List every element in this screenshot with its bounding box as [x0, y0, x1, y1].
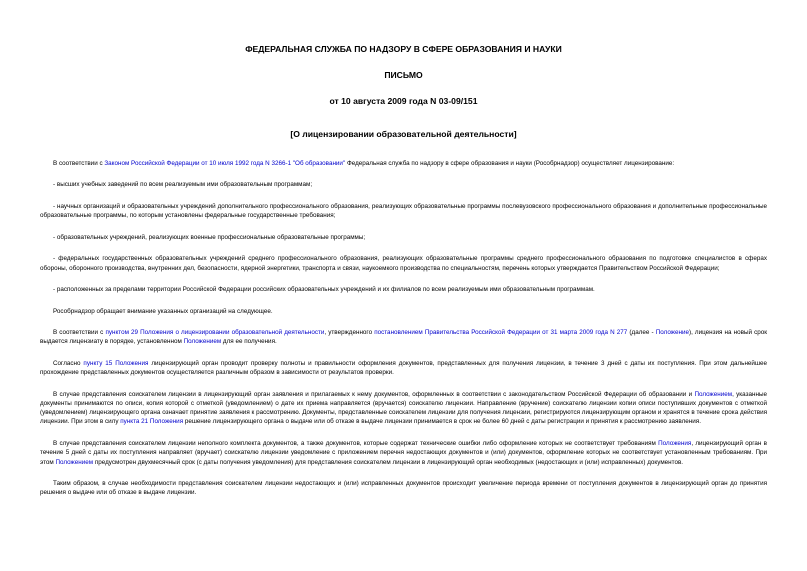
text-segment: В соответствии с	[53, 328, 106, 336]
paragraph-conclusion: Таким образом, в случае необходимости представления соискателем лицензии недостающих и (или) исправленных документов происходит увеличение периода времени от поступления документов в лицензирующий орган до принятия решения о выдаче или об отказе в выдаче лицензии.	[40, 480, 767, 497]
text-segment: ), лицензия на новый срок выдается лицензиату в порядке, установленном	[40, 328, 768, 346]
text-segment: , указанные документы принимаются по описи, копия которой с отметкой (уведомлением) о дате их приема направляется (вручается) соискателю лицензии. Направление (вручение) соискателю лицензии копии описи поступивших документов с отметкой (уведомлением) лицензирующего органа означает принятие заявления к рассмотрению. Документы, представленные соискателем лицензии для получения лицензии, регистрируются лицензирующим органом и хранятся в течение срока действия лицензии. При этом в силу	[40, 390, 767, 426]
regulation-link[interactable]: Положением	[183, 338, 222, 346]
text-segment: , утвержденного	[324, 328, 375, 336]
text-segment: Согласно	[53, 359, 84, 367]
document-subject: [О лицензировании образовательной деятельности]	[290, 129, 517, 139]
text-segment: лицензирующий орган проводит проверку полноты и правильности оформления документов, представленных для получения лицензии, в течение 3 дней с даты их поступления. При этом дальнейшее прохождение представленных документов осуществляется различным образом в зависимости от результатов проверки.	[40, 359, 768, 377]
list-item-abroad: - расположенных за пределами территории Российской Федерации российских образовательных учреждений и их филиалов по всем реализуемым ими образовательным программам.	[53, 286, 595, 294]
paragraph-complete-docs	[40, 390, 767, 427]
document-type: ПИСЬМО	[384, 70, 423, 80]
text-segment: В соответствии с	[53, 160, 105, 167]
document-date: от 10 августа 2009 года N 03-09/151	[329, 96, 478, 106]
text-segment: для ее получения.	[221, 338, 277, 346]
paragraph-clause-15	[40, 359, 767, 378]
paragraph-renewal	[40, 328, 767, 347]
government-resolution-link[interactable]: постановлением Правительства Российской Федерации от 31 марта 2009 года N 277	[374, 328, 628, 336]
clause-29-link[interactable]: пунктом 29 Положения о лицензировании образовательной деятельности	[105, 328, 325, 336]
regulation-link[interactable]: Положением	[55, 458, 94, 466]
list-item-military-programs: - образовательных учреждений, реализующих военные профессиональные образовательные программы;	[53, 233, 366, 241]
regulation-link[interactable]: Положением	[694, 390, 733, 398]
regulation-link[interactable]: Положения	[658, 439, 692, 447]
list-item-universities: - высших учебных заведений по всем реализуемым ими образовательным программам;	[53, 181, 313, 189]
regulation-link[interactable]: Положение	[655, 328, 689, 336]
text-segment: Федеральная служба по надзору в сфере образования и науки (Рособрнадзор) осуществляет лицензирование:	[345, 160, 675, 167]
paragraph-intro	[40, 159, 767, 168]
text-segment: , лицензирующий орган в течение 5 дней с даты их поступления направляет (вручает) соискателю лицензии уведомление с приложением перечня недостающих документов и (или) документов, оформление которых не соответствует установленным требованиям. При этом	[40, 439, 767, 466]
text-segment: В случае представления соискателем лицензии в лицензирующий орган заявления и прилагаемых к нему документов, оформленных в соответствии с законодательством Российской Федерации об образовании и	[53, 390, 695, 398]
list-item-scientific-organizations: - научных организаций и образовательных учреждений дополнительного профессионального образования, реализующих образовательные программы послевузовского профессионального образования и дополнительные профессиональные образовательные программы, по которым установлены федеральные государственные требования;	[40, 202, 767, 220]
text-segment: решение лицензирующего органа о выдаче или об отказе в выдаче лицензии принимается в срок не более 60 дней с даты регистрации и принятия к рассмотрению заявления.	[183, 418, 701, 426]
paragraph-incomplete-docs	[40, 439, 767, 467]
clause-21-link[interactable]: пункта 21 Положения	[120, 418, 184, 426]
text-segment: В случае представления соискателем лицензии неполного комплекта документов, а также документов, которые содержат технические ошибки либо оформление которых не соответствует требованиям	[53, 439, 659, 447]
clause-15-link[interactable]: пункту 15 Положения	[83, 359, 149, 367]
list-item-federal-vocational: - федеральных государственных образовательных учреждений среднего профессионального образования, реализующих образовательные программы среднего профессионального образования по подготовке специалистов в сферах обороны, оборонного производства, внутренних дел, безопасности, ядерной энергетики, транспорта и связи, наукоемкого производства по специальностям, перечень которых утверждается Правительством Российской Федерации;	[40, 255, 767, 272]
text-segment: предусмотрен двухмесячный срок (с даты получения уведомления) для представления соискателем лицензии в лицензирующий орган необходимых (недостающих и (или) исправленных) документов.	[93, 458, 684, 466]
law-on-education-link[interactable]: Законом Российской Федерации от 10 июля 1992 года N 3266-1 "Об образовании"	[104, 160, 346, 167]
agency-heading: ФЕДЕРАЛЬНАЯ СЛУЖБА ПО НАДЗОРУ В СФЕРЕ ОБРАЗОВАНИЯ И НАУКИ	[245, 44, 562, 54]
text-segment: (далее -	[627, 328, 656, 336]
paragraph-attention: Рособрнадзор обращает внимание указанных организаций на следующее.	[53, 307, 273, 315]
